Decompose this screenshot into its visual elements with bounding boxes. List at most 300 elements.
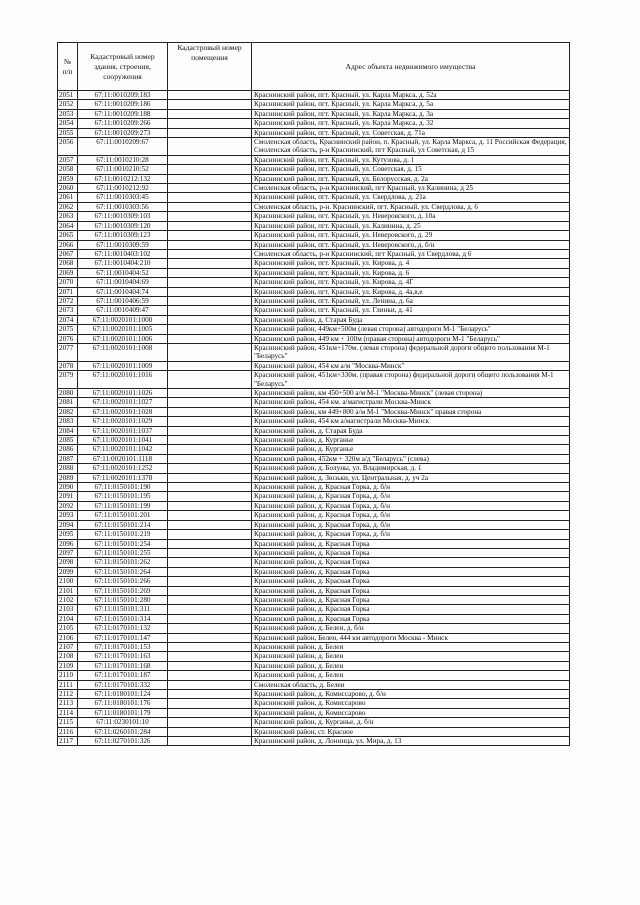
- room-cadastral-number: [168, 586, 252, 595]
- row-number: 2093: [58, 511, 78, 520]
- room-cadastral-number: [168, 184, 252, 193]
- room-cadastral-number: [168, 577, 252, 586]
- row-number: 2080: [58, 389, 78, 398]
- row-number: 2069: [58, 268, 78, 277]
- object-address: Краснинский район, д. Белеи: [252, 652, 570, 661]
- row-number: 2075: [58, 325, 78, 334]
- table-row: [58, 212, 570, 221]
- room-cadastral-number: [168, 426, 252, 435]
- row-number: 2060: [58, 184, 78, 193]
- table-row: [58, 633, 570, 642]
- cadastral-number: 67:11:0020101:1026: [78, 389, 168, 398]
- object-address: Краснинский район, д. Красная Горка, д. б/н: [252, 511, 570, 520]
- table-row: [58, 343, 570, 361]
- row-number: 2094: [58, 520, 78, 529]
- object-address: Краснинский район, д. Белеи: [252, 642, 570, 651]
- room-cadastral-number: [168, 492, 252, 501]
- table-row: [58, 727, 570, 736]
- row-number: 2066: [58, 240, 78, 249]
- table-row: [58, 708, 570, 717]
- cadastral-number: 67:11:0150101:255: [78, 548, 168, 557]
- room-cadastral-number: [168, 614, 252, 623]
- room-cadastral-number: [168, 605, 252, 614]
- room-cadastral-number: [168, 699, 252, 708]
- table-row: [58, 138, 570, 156]
- cadastral-number: 67:11:0010209:273: [78, 128, 168, 137]
- object-address: Краснинский район, д. Красная Горка: [252, 539, 570, 548]
- room-cadastral-number: [168, 548, 252, 557]
- table-row: [58, 661, 570, 670]
- room-cadastral-number: [168, 718, 252, 727]
- cadastral-number: 67:11:0020101:1037: [78, 426, 168, 435]
- cadastral-number: 67:11:0010403:102: [78, 249, 168, 258]
- object-address: Краснинский район, д. Комиссарово: [252, 699, 570, 708]
- row-number: 2112: [58, 690, 78, 699]
- row-number: 2052: [58, 100, 78, 109]
- cadastral-number: 67:11:0020101:1008: [78, 343, 168, 361]
- object-address: Краснинский район, пгт. Красный, ул. Кирова, д. 4а,в,е: [252, 287, 570, 296]
- table-row: [58, 417, 570, 426]
- row-number: 2116: [58, 727, 78, 736]
- room-cadastral-number: [168, 652, 252, 661]
- table-row: [58, 539, 570, 548]
- object-address: Краснинский район, пгт. Красный, ул. Советская, д. 15: [252, 165, 570, 174]
- object-address: Краснинский район, д. Красная Горка: [252, 586, 570, 595]
- table-header-row: [58, 43, 570, 91]
- table-body: [58, 91, 570, 746]
- cadastral-number: 67:11:0150101:314: [78, 614, 168, 623]
- table-row: [58, 642, 570, 651]
- room-cadastral-number: [168, 661, 252, 670]
- cadastral-number: 67:11:0150101:254: [78, 539, 168, 548]
- table-row: [58, 671, 570, 680]
- room-cadastral-number: [168, 221, 252, 230]
- cadastral-number: 67:11:0020101:1029: [78, 417, 168, 426]
- room-cadastral-number: [168, 138, 252, 156]
- cadastral-number: 67:11:0170101:132: [78, 624, 168, 633]
- room-cadastral-number: [168, 501, 252, 510]
- object-address: Смоленская область, р-н Краснинский, пгт Красный, ул Свердлова, д 6: [252, 249, 570, 258]
- object-address: Краснинский район, д. Белеи: [252, 671, 570, 680]
- object-address: Краснинский район, д. Курганье, д. б/н: [252, 718, 570, 727]
- cadastral-number: 67:11:0180101:179: [78, 708, 168, 717]
- cadastral-number: 67:11:0020101:1016: [78, 371, 168, 389]
- row-number: 2102: [58, 595, 78, 604]
- cadastral-number: 67:11:0020101:1378: [78, 473, 168, 482]
- table-row: [58, 184, 570, 193]
- room-cadastral-number: [168, 727, 252, 736]
- room-cadastral-number: [168, 212, 252, 221]
- cadastral-number: 67:11:0150101:262: [78, 558, 168, 567]
- cadastral-number: 67:11:0010409:47: [78, 306, 168, 315]
- table-row: [58, 202, 570, 211]
- cadastral-number: 67:11:0010210:52: [78, 165, 168, 174]
- cadastral-number: 67:11:0150101:190: [78, 483, 168, 492]
- cadastral-number: 67:11:0010303:56: [78, 202, 168, 211]
- room-cadastral-number: [168, 737, 252, 746]
- cadastral-number: 67:11:0150101:266: [78, 577, 168, 586]
- row-number: 2111: [58, 680, 78, 689]
- table-row: [58, 473, 570, 482]
- room-cadastral-number: [168, 454, 252, 463]
- row-number: 2081: [58, 398, 78, 407]
- room-cadastral-number: [168, 624, 252, 633]
- room-cadastral-number: [168, 595, 252, 604]
- room-cadastral-number: [168, 558, 252, 567]
- row-number: 2054: [58, 119, 78, 128]
- cadastral-number: 67:11:0170101:163: [78, 652, 168, 661]
- table-row: [58, 737, 570, 746]
- object-address: Краснинский район, ст. Красное: [252, 727, 570, 736]
- table-row: [58, 315, 570, 324]
- room-cadastral-number: [168, 231, 252, 240]
- table-row: [58, 699, 570, 708]
- cadastral-number: 67:11:0020101:1027: [78, 398, 168, 407]
- room-cadastral-number: [168, 398, 252, 407]
- table-row: [58, 605, 570, 614]
- table-row: [58, 268, 570, 277]
- row-number: 2064: [58, 221, 78, 230]
- table-row: [58, 511, 570, 520]
- table-row: [58, 398, 570, 407]
- room-cadastral-number: [168, 361, 252, 370]
- table-row: [58, 306, 570, 315]
- row-number: 2053: [58, 109, 78, 118]
- object-address: Краснинский район, д. Красная Горка: [252, 605, 570, 614]
- object-address: Краснинский район, пгт. Красный, ул. Свердлова, д. 21а: [252, 193, 570, 202]
- row-number: 2057: [58, 155, 78, 164]
- object-address: Краснинский район, д. Красная Горка: [252, 614, 570, 623]
- object-address: Краснинский район, пгт. Красный, ул. Неверовского, д. 29: [252, 231, 570, 240]
- object-address: Смоленская область, р-н. Краснинский, пгт. Красный, ул. Свердлова, д. 6: [252, 202, 570, 211]
- room-cadastral-number: [168, 511, 252, 520]
- table-row: [58, 119, 570, 128]
- room-cadastral-number: [168, 165, 252, 174]
- row-number: 2090: [58, 483, 78, 492]
- object-address: Краснинский район, пгт. Красный, ул. Кирова, д. 6: [252, 268, 570, 277]
- row-number: 2087: [58, 454, 78, 463]
- property-register-table: [57, 42, 570, 746]
- row-number: 2073: [58, 306, 78, 315]
- cadastral-number: 67:11:0020101:1005: [78, 325, 168, 334]
- row-number: 2051: [58, 91, 78, 100]
- object-address: Краснинский район, 452км + 320м а/д "Беларусь" (слева): [252, 454, 570, 463]
- table-row: [58, 193, 570, 202]
- room-cadastral-number: [168, 287, 252, 296]
- object-address: Краснинский район, д. Белеи: [252, 661, 570, 670]
- row-number: 2114: [58, 708, 78, 717]
- table-row: [58, 614, 570, 623]
- row-number: 2056: [58, 138, 78, 156]
- object-address: Краснинский район, д. Красная Горка: [252, 548, 570, 557]
- table-row: [58, 389, 570, 398]
- object-address: Краснинский район, пгт. Красный, ул. Карла Маркса, д. 32: [252, 119, 570, 128]
- cadastral-number: 67:11:0170101:168: [78, 661, 168, 670]
- row-number: 2084: [58, 426, 78, 435]
- object-address: Краснинский район, пгт. Красный, ул. Калинина, д. 25: [252, 221, 570, 230]
- cadastral-number: 67:11:0020101:1028: [78, 407, 168, 416]
- object-address: Краснинский район, д. Комиссарово, д. б/н: [252, 690, 570, 699]
- cadastral-number: 67:11:0010209:183: [78, 91, 168, 100]
- table-row: [58, 454, 570, 463]
- row-number: 2113: [58, 699, 78, 708]
- cadastral-number: 67:11:0010209:186: [78, 100, 168, 109]
- object-address: Краснинский район, пгт. Красный, ул. Белорусская, д. 2а: [252, 174, 570, 183]
- room-cadastral-number: [168, 259, 252, 268]
- cadastral-number: 67:11:0170101:187: [78, 671, 168, 680]
- object-address: Краснинский район, д. Старая Буда: [252, 426, 570, 435]
- cadastral-number: 67:11:0020101:1252: [78, 464, 168, 473]
- object-address: Краснинский район, км 449+800 а/м М-1 "Москва-Минск" правая сторона: [252, 407, 570, 416]
- object-address: Краснинский район, д. Курганье: [252, 445, 570, 454]
- object-address: Краснинский район, д. Красная Горка, д. б/н: [252, 530, 570, 539]
- cadastral-number: 67:11:0010303:45: [78, 193, 168, 202]
- room-cadastral-number: [168, 407, 252, 416]
- table-row: [58, 492, 570, 501]
- table-row: [58, 296, 570, 305]
- object-address: Краснинский район, 451км+170м. (левая сторона) федеральной дороги общего пользования М-1 "Беларусь": [252, 343, 570, 361]
- table-row: [58, 371, 570, 389]
- cadastral-number: 67:11:0150101:280: [78, 595, 168, 604]
- object-address: Смоленская область, р-н Краснинский, пгт Красный, ул Калинина, д 25: [252, 184, 570, 193]
- room-cadastral-number: [168, 671, 252, 680]
- object-address: Краснинский район, пгт. Красный, ул. Кирова, д. 4: [252, 259, 570, 268]
- row-number: 2062: [58, 202, 78, 211]
- table-row: [58, 624, 570, 633]
- object-address: Краснинский район, Белеи, 444 км автодороги Москва - Минск: [252, 633, 570, 642]
- table-row: [58, 520, 570, 529]
- row-number: 2071: [58, 287, 78, 296]
- object-address: Краснинский район, д. Зюзьки, ул. Центральная, д. уч 2а: [252, 473, 570, 482]
- row-number: 2107: [58, 642, 78, 651]
- object-address: Краснинский район, 451км+330м. (правая сторона) федеральной дороги общего пользования М-1 "Беларусь": [252, 371, 570, 389]
- object-address: Краснинский район, пгт. Красный, ул. Неверовского, д. б/н: [252, 240, 570, 249]
- table-row: [58, 718, 570, 727]
- table-row: [58, 548, 570, 557]
- object-address: Смоленская область, Краснинский район, п. Красный, ул. Карла Маркса, д. 11 Российская Федерация, Смоленская область, р-н Краснинский, пгт Красный, ул Советская, д 15: [252, 138, 570, 156]
- cadastral-number: 67:11:0230101:10: [78, 718, 168, 727]
- cadastral-number: 67:11:0010212:132: [78, 174, 168, 183]
- cadastral-number: 67:11:0010309:123: [78, 231, 168, 240]
- header-cadastral-room: Кадастровый номер помещения: [168, 43, 252, 91]
- object-address: Краснинский район, д. Красная Горка: [252, 558, 570, 567]
- row-number: 2108: [58, 652, 78, 661]
- table-row: [58, 240, 570, 249]
- room-cadastral-number: [168, 436, 252, 445]
- room-cadastral-number: [168, 155, 252, 164]
- table-row: [58, 558, 570, 567]
- table-row: [58, 278, 570, 287]
- row-number: 2068: [58, 259, 78, 268]
- room-cadastral-number: [168, 193, 252, 202]
- row-number: 2086: [58, 445, 78, 454]
- row-number: 2098: [58, 558, 78, 567]
- object-address: Краснинский район, д. Красная Горка: [252, 595, 570, 604]
- row-number: 2100: [58, 577, 78, 586]
- cadastral-number: 67:11:0270101:326: [78, 737, 168, 746]
- cadastral-number: 67:11:0020101:1042: [78, 445, 168, 454]
- table-row: [58, 426, 570, 435]
- header-number: № п/п: [58, 43, 78, 91]
- table-row: [58, 567, 570, 576]
- table-row: [58, 577, 570, 586]
- room-cadastral-number: [168, 278, 252, 287]
- row-number: 2078: [58, 361, 78, 370]
- row-number: 2076: [58, 334, 78, 343]
- object-address: Краснинский район, 449км+500м (левая сторона) автодороги М-1 "Беларусь": [252, 325, 570, 334]
- object-address: Краснинский район, 454 км а/магистрали Москва-Минск: [252, 417, 570, 426]
- table-row: [58, 501, 570, 510]
- table-row: [58, 690, 570, 699]
- object-address: Краснинский район, 454 км. а/магистрали Москва-Минск: [252, 398, 570, 407]
- table-row: [58, 174, 570, 183]
- table-row: [58, 680, 570, 689]
- row-number: 2091: [58, 492, 78, 501]
- row-number: 2109: [58, 661, 78, 670]
- room-cadastral-number: [168, 100, 252, 109]
- room-cadastral-number: [168, 119, 252, 128]
- row-number: 2067: [58, 249, 78, 258]
- row-number: 2115: [58, 718, 78, 727]
- row-number: 2117: [58, 737, 78, 746]
- row-number: 2065: [58, 231, 78, 240]
- room-cadastral-number: [168, 306, 252, 315]
- row-number: 2106: [58, 633, 78, 642]
- cadastral-number: 67:11:0010210:28: [78, 155, 168, 164]
- row-number: 2101: [58, 586, 78, 595]
- cadastral-number: 67:11:0180101:176: [78, 699, 168, 708]
- object-address: Краснинский район, д. Красная Горка, д. б/н: [252, 501, 570, 510]
- row-number: 2070: [58, 278, 78, 287]
- room-cadastral-number: [168, 325, 252, 334]
- cadastral-number: 67:11:0010404:74: [78, 287, 168, 296]
- table-row: [58, 445, 570, 454]
- object-address: Краснинский район, пгт. Красный, ул. Советская, д. 71а: [252, 128, 570, 137]
- table-row: [58, 407, 570, 416]
- row-number: 2072: [58, 296, 78, 305]
- row-number: 2058: [58, 165, 78, 174]
- cadastral-number: 67:11:0020101:1000: [78, 315, 168, 324]
- room-cadastral-number: [168, 249, 252, 258]
- row-number: 2092: [58, 501, 78, 510]
- row-number: 2096: [58, 539, 78, 548]
- cadastral-number: 67:11:0170101:332: [78, 680, 168, 689]
- room-cadastral-number: [168, 567, 252, 576]
- row-number: 2055: [58, 128, 78, 137]
- row-number: 2085: [58, 436, 78, 445]
- object-address: Краснинский район, пгт. Красный, ул. Неверовского, д. 10а: [252, 212, 570, 221]
- object-address: Краснинский район, д. Красная Горка, д. б/н: [252, 520, 570, 529]
- object-address: Краснинский район, д. Красная Горка: [252, 567, 570, 576]
- table-row: [58, 155, 570, 164]
- cadastral-number: 67:11:0150101:195: [78, 492, 168, 501]
- table-row: [58, 483, 570, 492]
- cadastral-number: 67:11:0260101:284: [78, 727, 168, 736]
- table-row: [58, 586, 570, 595]
- table-row: [58, 249, 570, 258]
- cadastral-number: 67:11:0150101:264: [78, 567, 168, 576]
- table-row: [58, 530, 570, 539]
- cadastral-number: 67:11:0010209:67: [78, 138, 168, 156]
- object-address: Краснинский район, д. Лонница, ул. Мира, д. 13: [252, 737, 570, 746]
- table-row: [58, 109, 570, 118]
- table-row: [58, 361, 570, 370]
- table-row: [58, 595, 570, 604]
- room-cadastral-number: [168, 268, 252, 277]
- row-number: 2063: [58, 212, 78, 221]
- object-address: Краснинский район, пгт. Красный, ул. Карла Маркса, д. 3а: [252, 109, 570, 118]
- row-number: 2103: [58, 605, 78, 614]
- row-number: 2104: [58, 614, 78, 623]
- cadastral-number: 67:11:0010404:210: [78, 259, 168, 268]
- row-number: 2095: [58, 530, 78, 539]
- cadastral-number: 67:11:0180101:124: [78, 690, 168, 699]
- table-row: [58, 325, 570, 334]
- room-cadastral-number: [168, 334, 252, 343]
- object-address: Краснинский район, 454 км а/м "Москва-Минск": [252, 361, 570, 370]
- object-address: Краснинский район, км 450+500 а/м М-1 "Москва-Минск" (левая сторона): [252, 389, 570, 398]
- cadastral-number: 67:11:0020101:1006: [78, 334, 168, 343]
- room-cadastral-number: [168, 174, 252, 183]
- row-number: 2105: [58, 624, 78, 633]
- object-address: Краснинский район, пгт. Красный, ул. Кутузова, д. 1: [252, 155, 570, 164]
- object-address: Краснинский район, д. Болуны, ул. Владимирская, д. 1: [252, 464, 570, 473]
- object-address: Краснинский район, д. Красная Горка: [252, 577, 570, 586]
- row-number: 2082: [58, 407, 78, 416]
- room-cadastral-number: [168, 680, 252, 689]
- table-row: [58, 231, 570, 240]
- cadastral-number: 67:11:0170101:153: [78, 642, 168, 651]
- table-row: [58, 436, 570, 445]
- room-cadastral-number: [168, 690, 252, 699]
- room-cadastral-number: [168, 483, 252, 492]
- cadastral-number: 67:11:0150101:199: [78, 501, 168, 510]
- table-row: [58, 287, 570, 296]
- row-number: 2074: [58, 315, 78, 324]
- row-number: 2083: [58, 417, 78, 426]
- table-row: [58, 334, 570, 343]
- room-cadastral-number: [168, 633, 252, 642]
- room-cadastral-number: [168, 417, 252, 426]
- object-address: Краснинский район, пгт. Красный, ул. Карла Маркса, д. 52а: [252, 91, 570, 100]
- object-address: Краснинский район, д. Комиссарово: [252, 708, 570, 717]
- row-number: 2059: [58, 174, 78, 183]
- cadastral-number: 67:11:0150101:269: [78, 586, 168, 595]
- room-cadastral-number: [168, 343, 252, 361]
- object-address: Краснинский район, д. Старая Буда: [252, 315, 570, 324]
- cadastral-number: 67:11:0010404:69: [78, 278, 168, 287]
- object-address: Краснинский район, пгт. Красный, ул. Глинки, д. 41: [252, 306, 570, 315]
- cadastral-number: 67:11:0020101:1118: [78, 454, 168, 463]
- room-cadastral-number: [168, 530, 252, 539]
- cadastral-number: 67:11:0010309:103: [78, 212, 168, 221]
- room-cadastral-number: [168, 445, 252, 454]
- row-number: 2099: [58, 567, 78, 576]
- cadastral-number: 67:11:0150101:214: [78, 520, 168, 529]
- table-row: [58, 652, 570, 661]
- cadastral-number: 67:11:0150101:201: [78, 511, 168, 520]
- object-address: Краснинский район, пгт. Красный, ул. Карла Маркса, д. 5а: [252, 100, 570, 109]
- header-address: Адрес объекта недвижимого имущества: [252, 43, 570, 91]
- object-address: Краснинский район, д. Красная Горка, д. б/н: [252, 483, 570, 492]
- cadastral-number: 67:11:0020101:1041: [78, 436, 168, 445]
- table-row: [58, 221, 570, 230]
- cadastral-number: 67:11:0010309:59: [78, 240, 168, 249]
- table-row: [58, 464, 570, 473]
- room-cadastral-number: [168, 315, 252, 324]
- room-cadastral-number: [168, 539, 252, 548]
- row-number: 2061: [58, 193, 78, 202]
